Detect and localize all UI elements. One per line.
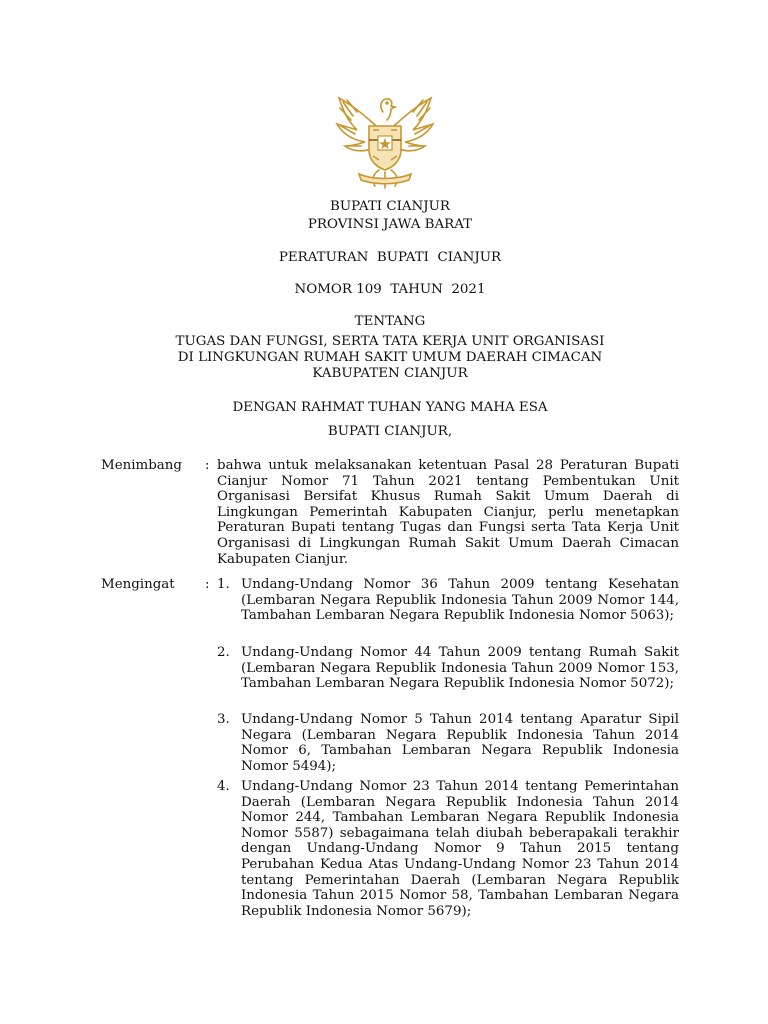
regulation-number: NOMOR 109 TAHUN 2021 <box>294 282 486 297</box>
province-title: PROVINSI JAWA BARAT <box>307 217 473 232</box>
subject-line-1: TUGAS DAN FUNGSI, SERTA TATA KERJA UNIT ORGANISASI <box>175 334 605 349</box>
list-item-text-4: Undang-Undang Nomor 23 Tahun 2014 tentang Pemerintahan Daerah (Lembaran Negara Republik Indonesia Tahun 2014 Nomor 244, Tambahan Lembaran Negara Republik Indonesia Nomor 5587) sebagaimana telah diubah beberapakali terakhir dengan Undang-Undang Nomor 9 Tahun 2015 tentang Perubahan Kedua Atas Undang-Undang Nomor 23 Tahun 2014 tentang Pemerintahan Daerah (Lembaran Negara Republik Indonesia Tahun 2015 Nomor 58, Tambahan Lembaran Negara Republik Indonesia Nomor 5679); <box>241 779 679 919</box>
regent-title: BUPATI CIANJUR <box>330 199 450 214</box>
list-item-text-3: Undang-Undang Nomor 5 Tahun 2014 tentang Aparatur Sipil Negara (Lembaran Negara Republik Indonesia Tahun 2014 Nomor 6, Tambahan Lembaran Negara Republik Indonesia Nomor 5494); <box>241 712 679 774</box>
list-item-number-3: 3. <box>217 712 230 727</box>
list-item-number-2: 2. <box>217 645 230 660</box>
menimbang-text: bahwa untuk melaksanakan ketentuan Pasal 28 Peraturan Bupati Cianjur Nomor 71 Tahun 2021 tentang Pembentukan Unit Organisasi Bersifat Khusus Rumah Sakit Umum Daerah di Lingkungan Pemerintah Kabupaten Cianjur, perlu menetapkan Peraturan Bupati tentang Tugas dan Fungsi serta Tata Kerja Unit Organisasi di Lingkungan Rumah Sakit Umum Daerah Cimacan Kabupaten Cianjur. <box>217 458 679 567</box>
mengingat-label: Mengingat <box>101 577 175 592</box>
official-signatory: BUPATI CIANJUR, <box>327 424 453 439</box>
subject-line-3: KABUPATEN CIANJUR <box>312 366 468 381</box>
garuda-emblem-icon <box>329 90 441 190</box>
list-item-number-1: 1. <box>217 577 230 592</box>
mengingat-colon: : <box>205 577 210 592</box>
regulation-title: PERATURAN BUPATI CIANJUR <box>278 250 502 265</box>
about-label: TENTANG <box>354 314 426 329</box>
list-item-number-4: 4. <box>217 779 230 794</box>
menimbang-colon: : <box>205 458 210 473</box>
list-item-text-2: Undang-Undang Nomor 44 Tahun 2009 tentang Rumah Sakit (Lembaran Negara Republik Indonesia Tahun 2009 Nomor 153, Tambahan Lembaran Negara Republik Indonesia Nomor 5072); <box>241 645 679 692</box>
menimbang-label: Menimbang <box>101 458 182 473</box>
blessing-line: DENGAN RAHMAT TUHAN YANG MAHA ESA <box>232 400 548 415</box>
list-item-text-1: Undang-Undang Nomor 36 Tahun 2009 tentang Kesehatan (Lembaran Negara Republik Indonesia Tahun 2009 Nomor 144, Tambahan Lembaran Negara Republik Indonesia Nomor 5063); <box>241 577 679 624</box>
subject-line-2: DI LINGKUNGAN RUMAH SAKIT UMUM DAERAH CIMACAN <box>177 350 603 365</box>
